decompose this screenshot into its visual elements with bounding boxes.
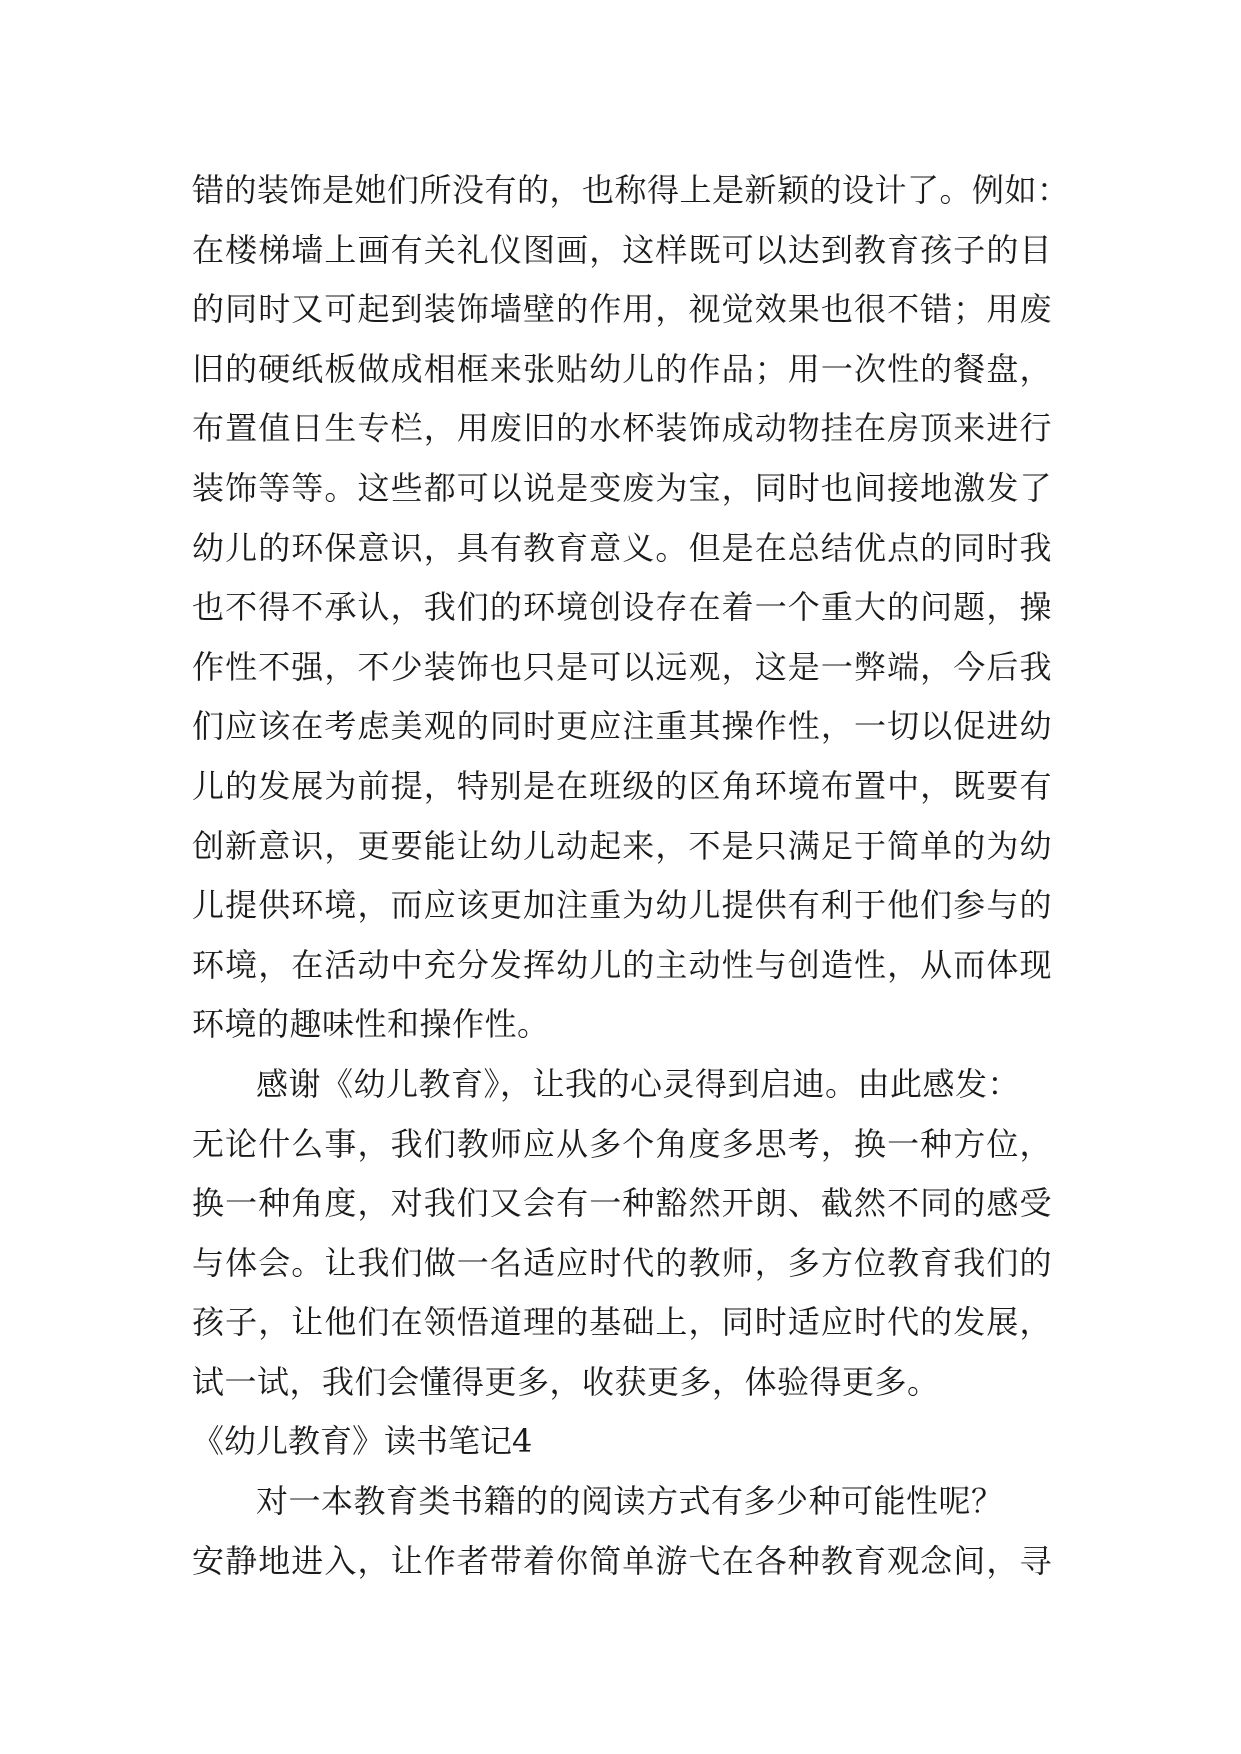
section-heading: 《幼儿教育》读书笔记4 bbox=[192, 1422, 533, 1461]
text-line: 儿提供环境，而应该更加注重为幼儿提供有利于他们参与的 bbox=[192, 886, 1052, 925]
text-line: 也不得不承认，我们的环境创设存在着一个重大的问题，操 bbox=[192, 588, 1052, 627]
text-line: 安静地进入，让作者带着你简单游弋在各种教育观念间，寻 bbox=[192, 1541, 1052, 1580]
paragraph-first-line: 感谢《幼儿教育》，让我的心灵得到启迪。由此感发： bbox=[256, 1064, 1021, 1103]
text-line: 换一种角度，对我们又会有一种豁然开朗、截然不同的感受 bbox=[192, 1184, 1052, 1223]
text-line: 创新意识，更要能让幼儿动起来，不是只满足于简单的为幼 bbox=[192, 826, 1052, 865]
text-line: 的同时又可起到装饰墙壁的作用，视觉效果也很不错；用废 bbox=[192, 290, 1052, 329]
text-line: 错的装饰是她们所没有的，也称得上是新颖的设计了。例如： bbox=[192, 171, 1070, 209]
text-line: 布置值日生专栏，用废旧的水杯装饰成动物挂在房顶来进行 bbox=[192, 409, 1052, 448]
document-body bbox=[192, 161, 1070, 1591]
text-line: 在楼梯墙上画有关礼仪图画，这样既可以达到教育孩子的目 bbox=[192, 230, 1052, 269]
text-line: 作性不强，不少装饰也只是可以远观，这是一弊端，今后我 bbox=[192, 647, 1052, 686]
text-line: 与体会。让我们做一名适应时代的教师，多方位教育我们的 bbox=[192, 1243, 1052, 1282]
text-line: 儿的发展为前提，特别是在班级的区角环境布置中，既要有 bbox=[192, 766, 1052, 805]
paragraph-end-line: 环境的趣味性和操作性。 bbox=[192, 1005, 550, 1044]
text-line: 环境，在活动中充分发挥幼儿的主动性与创造性，从而体现 bbox=[192, 945, 1052, 984]
text-line: 装饰等等。这些都可以说是变废为宝，同时也间接地激发了 bbox=[192, 468, 1052, 507]
paragraph-first-line: 对一本教育类书籍的的阅读方式有多少种可能性呢？ bbox=[256, 1482, 1004, 1521]
text-line: 无论什么事，我们教师应从多个角度多思考，换一种方位， bbox=[192, 1124, 1052, 1163]
text-line: 们应该在考虑美观的同时更应注重其操作性，一切以促进幼 bbox=[192, 707, 1052, 746]
text-line: 幼儿的环保意识，具有教育意义。但是在总结优点的同时我 bbox=[192, 528, 1052, 567]
text-line: 旧的硬纸板做成相框来张贴幼儿的作品；用一次性的餐盘， bbox=[192, 349, 1052, 388]
text-line: 孩子，让他们在领悟道理的基础上，同时适应时代的发展， bbox=[192, 1303, 1052, 1342]
paragraph-end-line: 试一试，我们会懂得更多，收获更多，体验得更多。 bbox=[192, 1362, 940, 1401]
